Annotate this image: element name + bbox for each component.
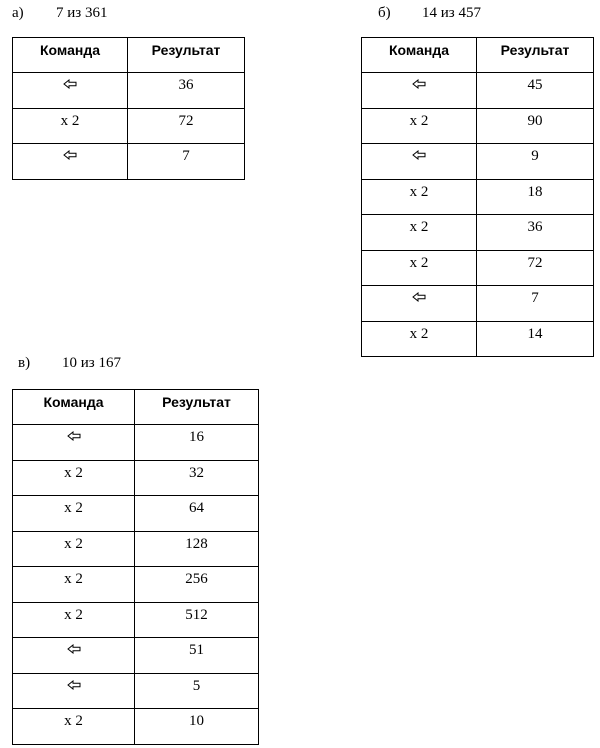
result-cell: 36 [477, 215, 594, 251]
result-cell: 72 [128, 108, 245, 144]
command-table-c [12, 389, 259, 745]
heading-letter: в) [18, 355, 31, 371]
table-row [13, 73, 245, 109]
table-row [362, 179, 594, 215]
result-cell: 18 [477, 179, 594, 215]
command-cell [13, 567, 135, 603]
left-arrow-icon [412, 150, 426, 160]
heading-c [18, 355, 121, 372]
left-arrow-icon [412, 292, 426, 302]
command-text: х 2 [64, 500, 83, 516]
result-cell: 36 [128, 73, 245, 109]
command-cell [13, 73, 128, 109]
result-cell: 32 [135, 460, 259, 496]
table-row [13, 108, 245, 144]
heading-title: 7 из 361 [56, 5, 108, 21]
table-row [362, 144, 594, 180]
left-arrow-icon [67, 644, 81, 654]
table-header-row [13, 390, 259, 425]
table-row [13, 460, 259, 496]
command-cell [362, 144, 477, 180]
command-cell [362, 286, 477, 322]
left-arrow-icon [412, 79, 426, 89]
command-cell [362, 179, 477, 215]
result-cell: 51 [135, 638, 259, 674]
header-command: Команда [13, 390, 135, 425]
result-cell: 7 [477, 286, 594, 322]
header-command: Команда [13, 38, 128, 73]
command-text: х 2 [64, 713, 83, 729]
table-row [362, 73, 594, 109]
command-cell [362, 250, 477, 286]
heading-b [378, 5, 481, 22]
command-text: х 2 [64, 464, 83, 481]
table-row [13, 531, 259, 567]
result-cell: 90 [477, 108, 594, 144]
command-cell [13, 638, 135, 674]
command-text: х 2 [64, 535, 83, 552]
command-table-b [361, 37, 594, 357]
left-arrow-icon [67, 680, 81, 690]
header-command: Команда [362, 38, 477, 73]
command-text: х 2 [409, 183, 429, 200]
table-row [13, 567, 259, 603]
command-text: х 2 [60, 112, 80, 129]
command-cell [13, 673, 135, 709]
command-cell [13, 496, 135, 532]
command-cell [362, 321, 477, 357]
left-arrow-icon [67, 431, 81, 441]
command-table-a [12, 37, 245, 180]
table-row [13, 638, 259, 674]
table-row [362, 286, 594, 322]
result-cell: 10 [135, 709, 259, 745]
table-row [13, 425, 259, 461]
result-cell: 7 [128, 144, 245, 180]
command-cell [13, 144, 128, 180]
table-row [13, 144, 245, 180]
result-cell: 512 [135, 602, 259, 638]
left-arrow-icon [63, 150, 77, 160]
result-cell: 256 [135, 567, 259, 603]
table-row [362, 215, 594, 251]
left-arrow-icon [63, 79, 77, 89]
table-header-row [13, 38, 245, 73]
table-row [362, 321, 594, 357]
command-cell [13, 425, 135, 461]
command-text: х 2 [64, 571, 83, 587]
result-cell: 14 [477, 321, 594, 357]
table-row [13, 496, 259, 532]
result-cell: 16 [135, 425, 259, 461]
table-header-row [362, 38, 594, 73]
command-cell [13, 531, 135, 567]
table-row [362, 108, 594, 144]
command-text: х 2 [409, 325, 429, 342]
table-row [13, 602, 259, 638]
header-result: Результат [477, 38, 594, 73]
table-row [362, 250, 594, 286]
command-cell [13, 709, 135, 745]
heading-a [12, 5, 107, 22]
result-cell: 45 [477, 73, 594, 109]
heading-letter: а) [12, 5, 24, 21]
heading-title: 10 из 167 [62, 355, 121, 371]
result-cell: 128 [135, 531, 259, 567]
command-cell [13, 602, 135, 638]
command-cell [362, 73, 477, 109]
result-cell: 5 [135, 673, 259, 709]
header-result: Результат [128, 38, 245, 73]
command-cell [13, 460, 135, 496]
command-text: х 2 [409, 219, 429, 235]
heading-letter: б) [378, 5, 391, 21]
result-cell: 72 [477, 250, 594, 286]
result-cell: 64 [135, 496, 259, 532]
table-row [13, 709, 259, 745]
command-text: х 2 [409, 112, 429, 129]
command-cell [362, 108, 477, 144]
command-text: х 2 [409, 254, 429, 271]
table-row [13, 673, 259, 709]
heading-title: 14 из 457 [422, 5, 481, 21]
header-result: Результат [135, 390, 259, 425]
command-text: х 2 [64, 606, 83, 623]
result-cell: 9 [477, 144, 594, 180]
command-cell [362, 215, 477, 251]
command-cell [13, 108, 128, 144]
